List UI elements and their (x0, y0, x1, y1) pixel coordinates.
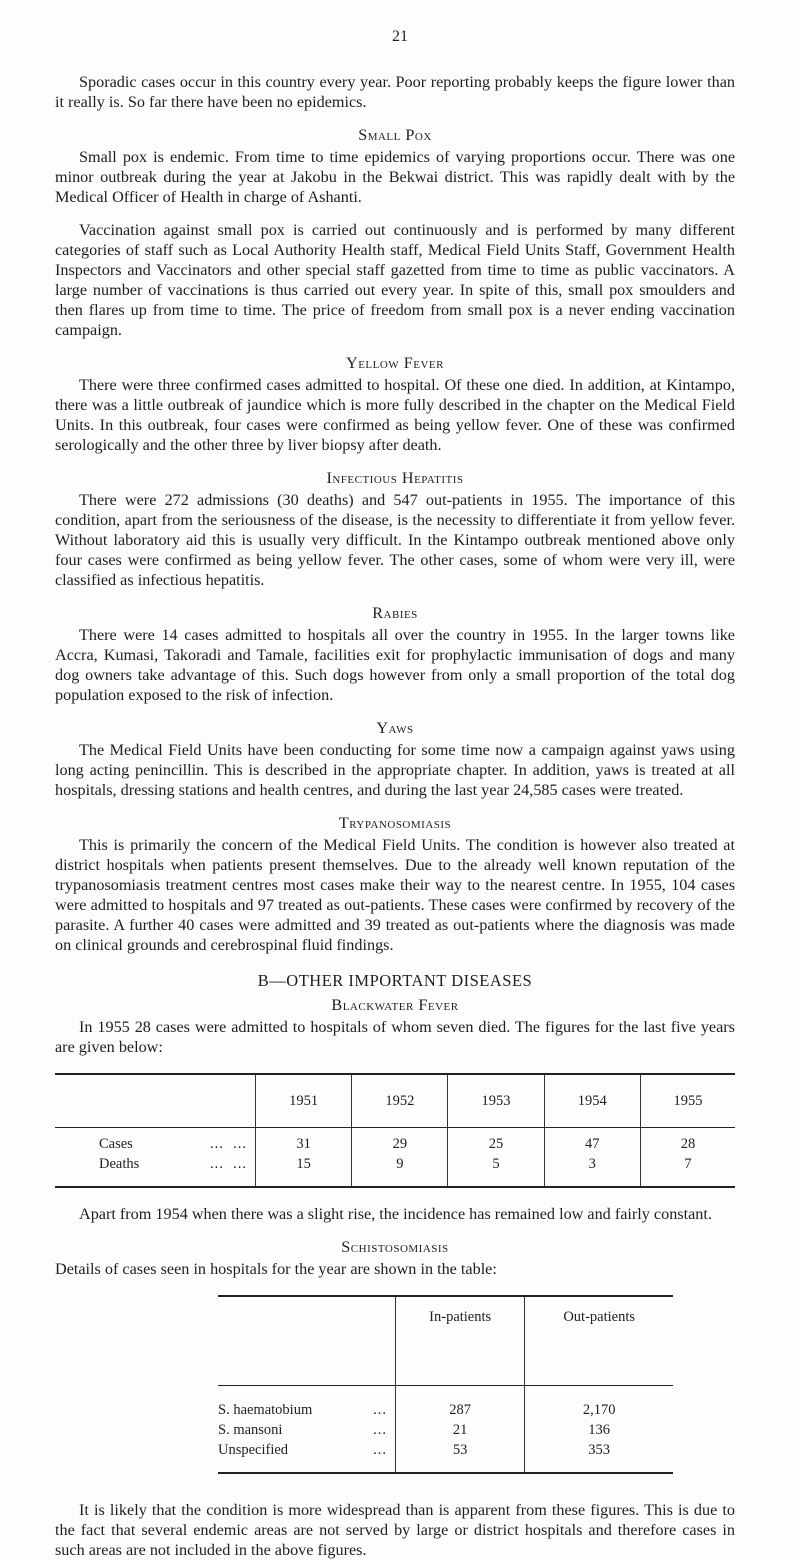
table-header-row (218, 1296, 673, 1386)
blackwater-table (55, 1073, 735, 1188)
paragraph-yellow-fever: There were three confirmed cases admitted to hospital. Of these one died. In addition, at Kintampo, there was a little outbreak of jaundice which is more fully described in the chapter on the Medical Field Units. In this outbreak, four cases were confirmed as being yellow fever. One of these was confirmed serologically and the other three by liver biopsy after death. (55, 376, 735, 454)
table-cell: 9 (352, 1154, 448, 1187)
paragraph-schistosomiasis-1: Details of cases seen in hospitals for the year are shown in the table: (55, 1260, 497, 1278)
row-label: S. haematobium (218, 1402, 313, 1418)
table-cell: 136 (525, 1420, 673, 1440)
table-cell: 15 (256, 1154, 352, 1187)
table-corner-cell (55, 1074, 256, 1128)
table-cell: 5 (448, 1154, 544, 1187)
paragraph-small-pox-2: Vaccination against small pox is carried out continuously and is performed by many different categories of staff such as Local Authority Health staff, Medical Field Units Staff, Government Health Inspectors and Vaccinators and other special staff gazetted from time to time as public vaccinators. A large number of vaccinations is thus carried out every year. In spite of this, small pox smoulders and then flares up from time to time. The price of freedom from small pox is a never ending vaccination campaign. (55, 221, 735, 339)
leader-dots: ... (373, 1422, 387, 1438)
paragraph-schistosomiasis-2: It is likely that the condition is more widespread than is apparent from these figures. This is due to the fact that several endemic areas are not served by large or district hospitals and therefore cases in such areas are not included in the above figures. (55, 1501, 735, 1559)
table-cell: 53 (396, 1440, 525, 1473)
paragraph-sporadic: Sporadic cases occur in this country every year. Poor reporting probably keeps the figure lower than it really is. So far there have been no epidemics. (55, 73, 735, 111)
row-label-cell (218, 1420, 396, 1440)
table-corner-cell (218, 1296, 396, 1386)
table-row (218, 1420, 673, 1440)
row-label-cell (218, 1386, 396, 1421)
table-cell: 25 (448, 1128, 544, 1155)
heading-yellow-fever: Yellow Fever (346, 354, 444, 372)
table-row (218, 1386, 673, 1421)
heading-schistosomiasis: Schistosomiasis (341, 1238, 449, 1256)
table-cell: 28 (640, 1128, 735, 1155)
table-cell: 29 (352, 1128, 448, 1155)
table-cell: 31 (256, 1128, 352, 1155)
heading-rabies: Rabies (372, 604, 418, 622)
column-header: 1951 (256, 1074, 352, 1128)
table-cell: 47 (544, 1128, 640, 1155)
heading-small-pox: Small Pox (358, 126, 432, 144)
row-label: S. mansoni (218, 1422, 283, 1438)
table-cell: 287 (396, 1386, 525, 1421)
document-body (55, 72, 735, 1560)
column-header: 1952 (352, 1074, 448, 1128)
column-header: 1953 (448, 1074, 544, 1128)
column-header: Out-patients (525, 1296, 673, 1386)
table-cell: 3 (544, 1154, 640, 1187)
table-cell: 21 (396, 1420, 525, 1440)
table-row (55, 1128, 735, 1155)
paragraph-blackwater-2: Apart from 1954 when there was a slight rise, the incidence has remained low and fairly constant. (79, 1205, 712, 1223)
heading-yaws: Yaws (376, 719, 414, 737)
page-number: 21 (392, 28, 408, 45)
leader-dots: ... (373, 1402, 387, 1418)
heading-trypanosomiasis: Trypanosomiasis (338, 814, 452, 832)
leader-dots: ... (373, 1442, 387, 1458)
row-label: Unspecified (218, 1442, 289, 1458)
column-header: 1955 (640, 1074, 735, 1128)
paragraph-blackwater-1: In 1955 28 cases were admitted to hospitals of whom seven died. The figures for the last five years are given below: (55, 1018, 735, 1056)
paragraph-hepatitis: There were 272 admissions (30 deaths) and 547 out-patients in 1955. The importance of this condition, apart from the seriousness of the disease, is the necessity to differentiate it from yellow fever. Without laboratory aid this is usually very difficult. In the Kintampo outbreak mentioned above only four cases were confirmed as being yellow fever. The other cases, some of whom were very ill, were classified as infectious hepatitis. (55, 491, 735, 589)
paragraph-trypanosomiasis: This is primarily the concern of the Medical Field Units. The condition is however also treated at district hospitals when patients present themselves. Due to the already well known reputation of the trypanosomiasis treatment centres most cases make their way to the nearest centre. In 1955, 104 cases were admitted to hospitals and 97 treated as out-patients. These cases were confirmed by recovery of the parasite. A further 40 cases were admitted and 39 treated as out-patients where the diagnosis was made on clinical grounds and cerebrospinal fluid findings. (55, 836, 735, 954)
table-cell: 353 (525, 1440, 673, 1473)
column-header: In-patients (396, 1296, 525, 1386)
paragraph-small-pox-1: Small pox is endemic. From time to time epidemics of varying proportions occur. There was one minor outbreak during the year at Jakobu in the Bekwai district. This was rapidly dealt with by the Medical Officer of Health in charge of Ashanti. (55, 148, 735, 206)
row-label: Deaths (99, 1156, 140, 1172)
heading-infectious-hepatitis: Infectious Hepatitis (326, 469, 464, 487)
leader-dots: ... ... (210, 1156, 247, 1172)
paragraph-yaws: The Medical Field Units have been conducting for some time now a campaign against yaws using long acting penincillin. This is described in the appropriate chapter. In addition, yaws is treated at all hospitals, dressing stations and health centres, and during the last year 24,585 cases were treated. (55, 741, 735, 799)
heading-section-b: B—OTHER IMPORTANT DISEASES (257, 971, 533, 990)
table-row (218, 1440, 673, 1473)
row-label: Cases (99, 1136, 133, 1152)
schistosomiasis-table (218, 1295, 673, 1474)
table-header-row (55, 1074, 735, 1128)
table-row (55, 1154, 735, 1187)
row-label-cell (55, 1128, 256, 1155)
paragraph-rabies: There were 14 cases admitted to hospitals all over the country in 1955. In the larger towns like Accra, Kumasi, Takoradi and Tamale, facilities exit for prophylactic immunisation of dogs and many dog owners take advantage of this. Such dogs however from only a small proportion of the total dog population exposed to the risk of infection. (55, 626, 735, 704)
heading-blackwater-fever: Blackwater Fever (331, 996, 459, 1014)
table-cell: 2,170 (525, 1386, 673, 1421)
row-label-cell (218, 1440, 396, 1473)
column-header: 1954 (544, 1074, 640, 1128)
leader-dots: ... ... (210, 1136, 247, 1152)
row-label-cell (55, 1154, 256, 1187)
table-cell: 7 (640, 1154, 735, 1187)
